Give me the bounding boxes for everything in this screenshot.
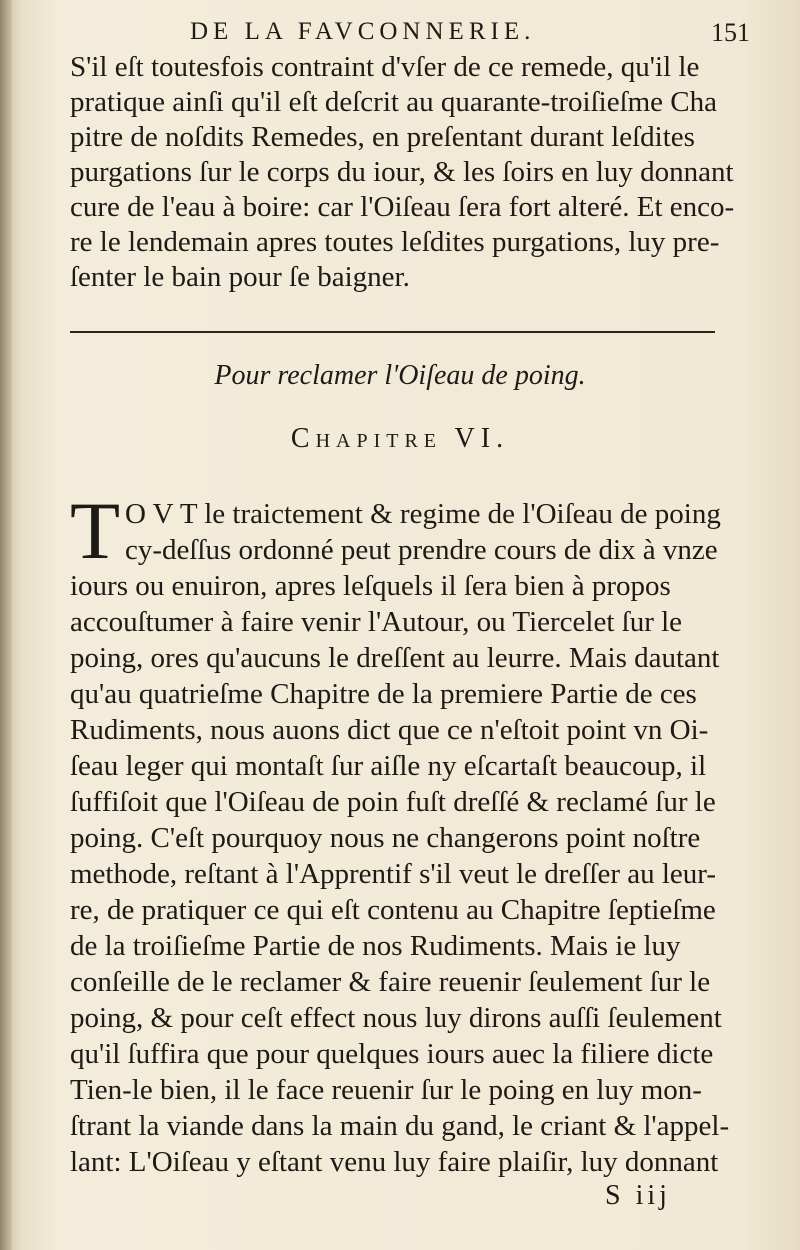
chapter-heading: Chapitre VI. <box>290 423 510 454</box>
text-line: conſeille de le reclamer & faire reuenir ſeulement ſur le <box>70 966 711 998</box>
text-line: cy-deſſus ordonné peut prendre cours de dix à vnze <box>125 534 718 566</box>
text-line: poing. C'eſt pourquoy nous ne changerons point noſtre <box>70 822 701 854</box>
text-line: re, de pratiquer ce qui eſt contenu au Chapitre ſeptieſme <box>70 894 716 926</box>
text-line: accouſtumer à faire venir l'Autour, ou Tiercelet ſur le <box>70 606 683 638</box>
text-line: lant: L'Oiſeau y eſtant venu luy faire plaiſir, luy donnant <box>70 1146 719 1178</box>
text-line: pratique ainſi qu'il eſt deſcrit au quarante-troiſieſme Cha <box>70 86 718 118</box>
text-line: purgations ſur le corps du iour, & les ſoirs en luy donnant <box>70 156 734 188</box>
text-line: ſtrant la viande dans la main du gand, le criant & l'appel- <box>70 1110 730 1142</box>
text-line: ſenter le bain pour ſe baigner. <box>70 261 410 293</box>
section-divider <box>70 331 715 333</box>
text-line: S'il eſt toutesfois contraint d'vſer de ce remede, qu'il le <box>70 51 700 83</box>
page-gutter <box>0 0 12 1250</box>
running-head: DE LA FAVCONNERIE. <box>190 18 536 45</box>
section-subtitle: Pour reclamer l'Oiſeau de poing. <box>214 360 586 391</box>
text-line: pitre de noſdits Remedes, en preſentant durant leſdites <box>70 121 695 153</box>
text-line: re le lendemain apres toutes leſdites purgations, luy pre- <box>70 226 720 258</box>
text-line: Tien-le bien, il le face reuenir ſur le poing en luy mon- <box>70 1074 702 1106</box>
text-line: iours ou enuiron, apres leſquels il ſera bien à propos <box>70 570 671 602</box>
text-line: methode, reſtant à l'Apprentif s'il veut le dreſſer au leur- <box>70 858 717 890</box>
text-line: de la troiſieſme Partie de nos Rudiments. Mais ie luy <box>70 930 681 962</box>
text-line: poing, & pour ceſt effect nous luy dirons auſſi ſeulement <box>70 1002 722 1034</box>
page-number: 151 <box>711 18 750 47</box>
text-line: Rudiments, nous auons dict que ce n'eſtoit point vn Oi- <box>70 714 709 746</box>
page-header <box>190 18 750 48</box>
drop-cap: T <box>70 485 121 576</box>
text-line: qu'au quatrieſme Chapitre de la premiere Partie de ces <box>70 678 697 710</box>
text-line: poing, ores qu'aucuns le dreſſent au leurre. Mais dautant <box>70 642 720 674</box>
text-line: cure de l'eau à boire: car l'Oiſeau ſera fort alteré. Et enco- <box>70 191 735 223</box>
text-line: qu'il ſuffira que pour quelques iours auec la filiere dicte <box>70 1038 714 1070</box>
text-line: ſeau leger qui montaſt ſur aiſle ny eſcartaſt beaucoup, il <box>70 750 707 782</box>
text-line: O V T le traictement & regime de l'Oiſeau de poing <box>125 498 721 530</box>
text-line: ſuffiſoit que l'Oiſeau de poin fuſt dreſſé & reclamé ſur le <box>70 786 716 818</box>
signature-mark: S iij <box>605 1180 671 1211</box>
